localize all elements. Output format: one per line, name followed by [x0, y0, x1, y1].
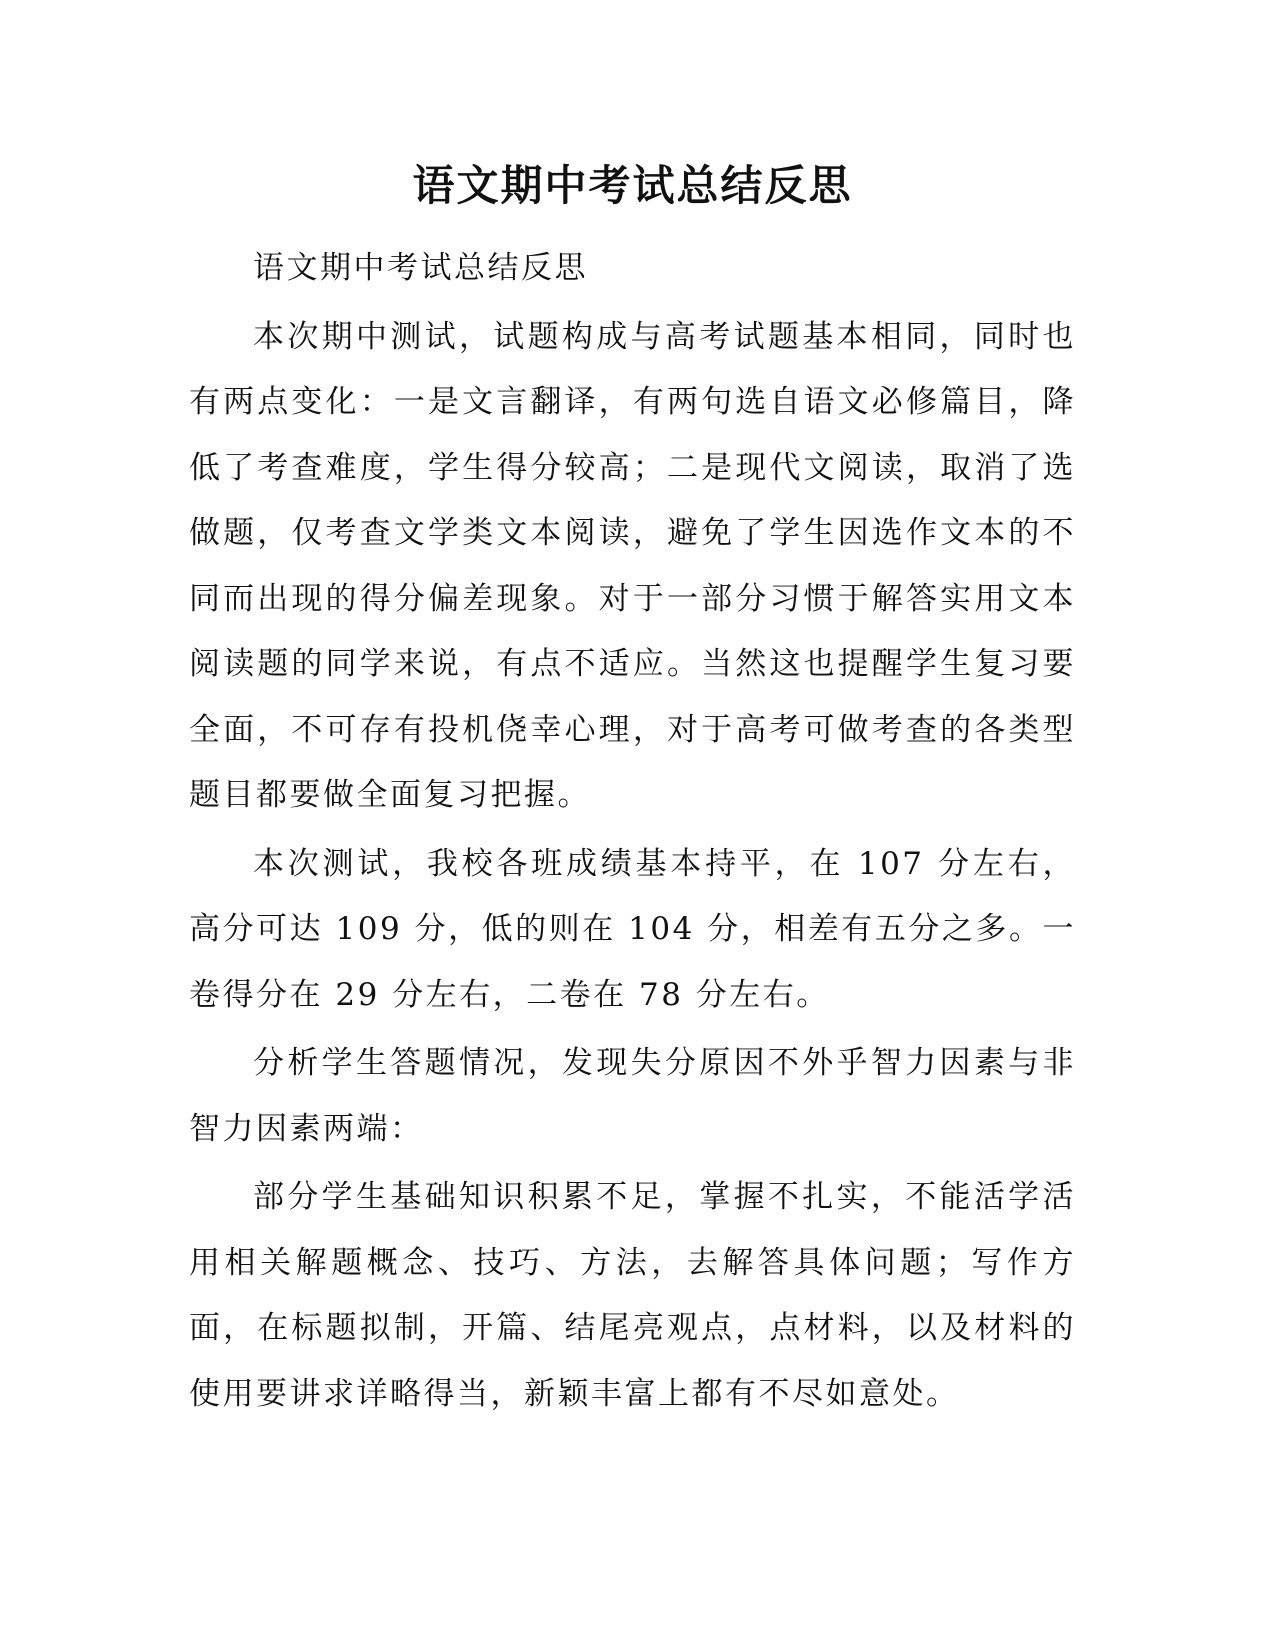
document-body	[189, 150, 1076, 1430]
paragraph-subtitle: 语文期中考试总结反思	[253, 250, 588, 286]
paragraph-exam-overview: 本次期中测试，试题构成与高考试题基本相同，同时也有两点变化：一是文言翻译，有两句选自语文必修篇目，降低了考查难度，学生得分较高；二是现代文阅读，取消了选做题，仅考查文学类文本阅读，避免了学生因选作文本的不同而出现的得分偏差现象。对于一部分习惯于解答实用文本阅读题的同学来说，有点不适应。当然这也提醒学生复习要全面，不可存有投机侥幸心理，对于高考可做考查的各类型题目都要做全面复习把握。	[189, 318, 1076, 813]
paragraph-analysis-intro: 分析学生答题情况，发现失分原因不外乎智力因素与非智力因素两端：	[189, 1045, 1076, 1147]
paragraph-score-summary: 本次测试，我校各班成绩基本持平，在 107 分左右，高分可达 109 分，低的则在 104 分，相差有五分之多。一卷得分在 29 分左右，二卷在 78 分左右。	[189, 845, 1076, 1013]
document-title: 语文期中考试总结反思	[412, 161, 853, 210]
paragraph-weakness-details: 部分学生基础知识积累不足，掌握不扎实，不能活学活用相关解题概念、技巧、方法，去解答具体问题；写作方面，在标题拟制，开篇、结尾亮观点，点材料，以及材料的使用要讲求详略得当，新颖丰富上都有不尽如意处。	[189, 1179, 1076, 1412]
